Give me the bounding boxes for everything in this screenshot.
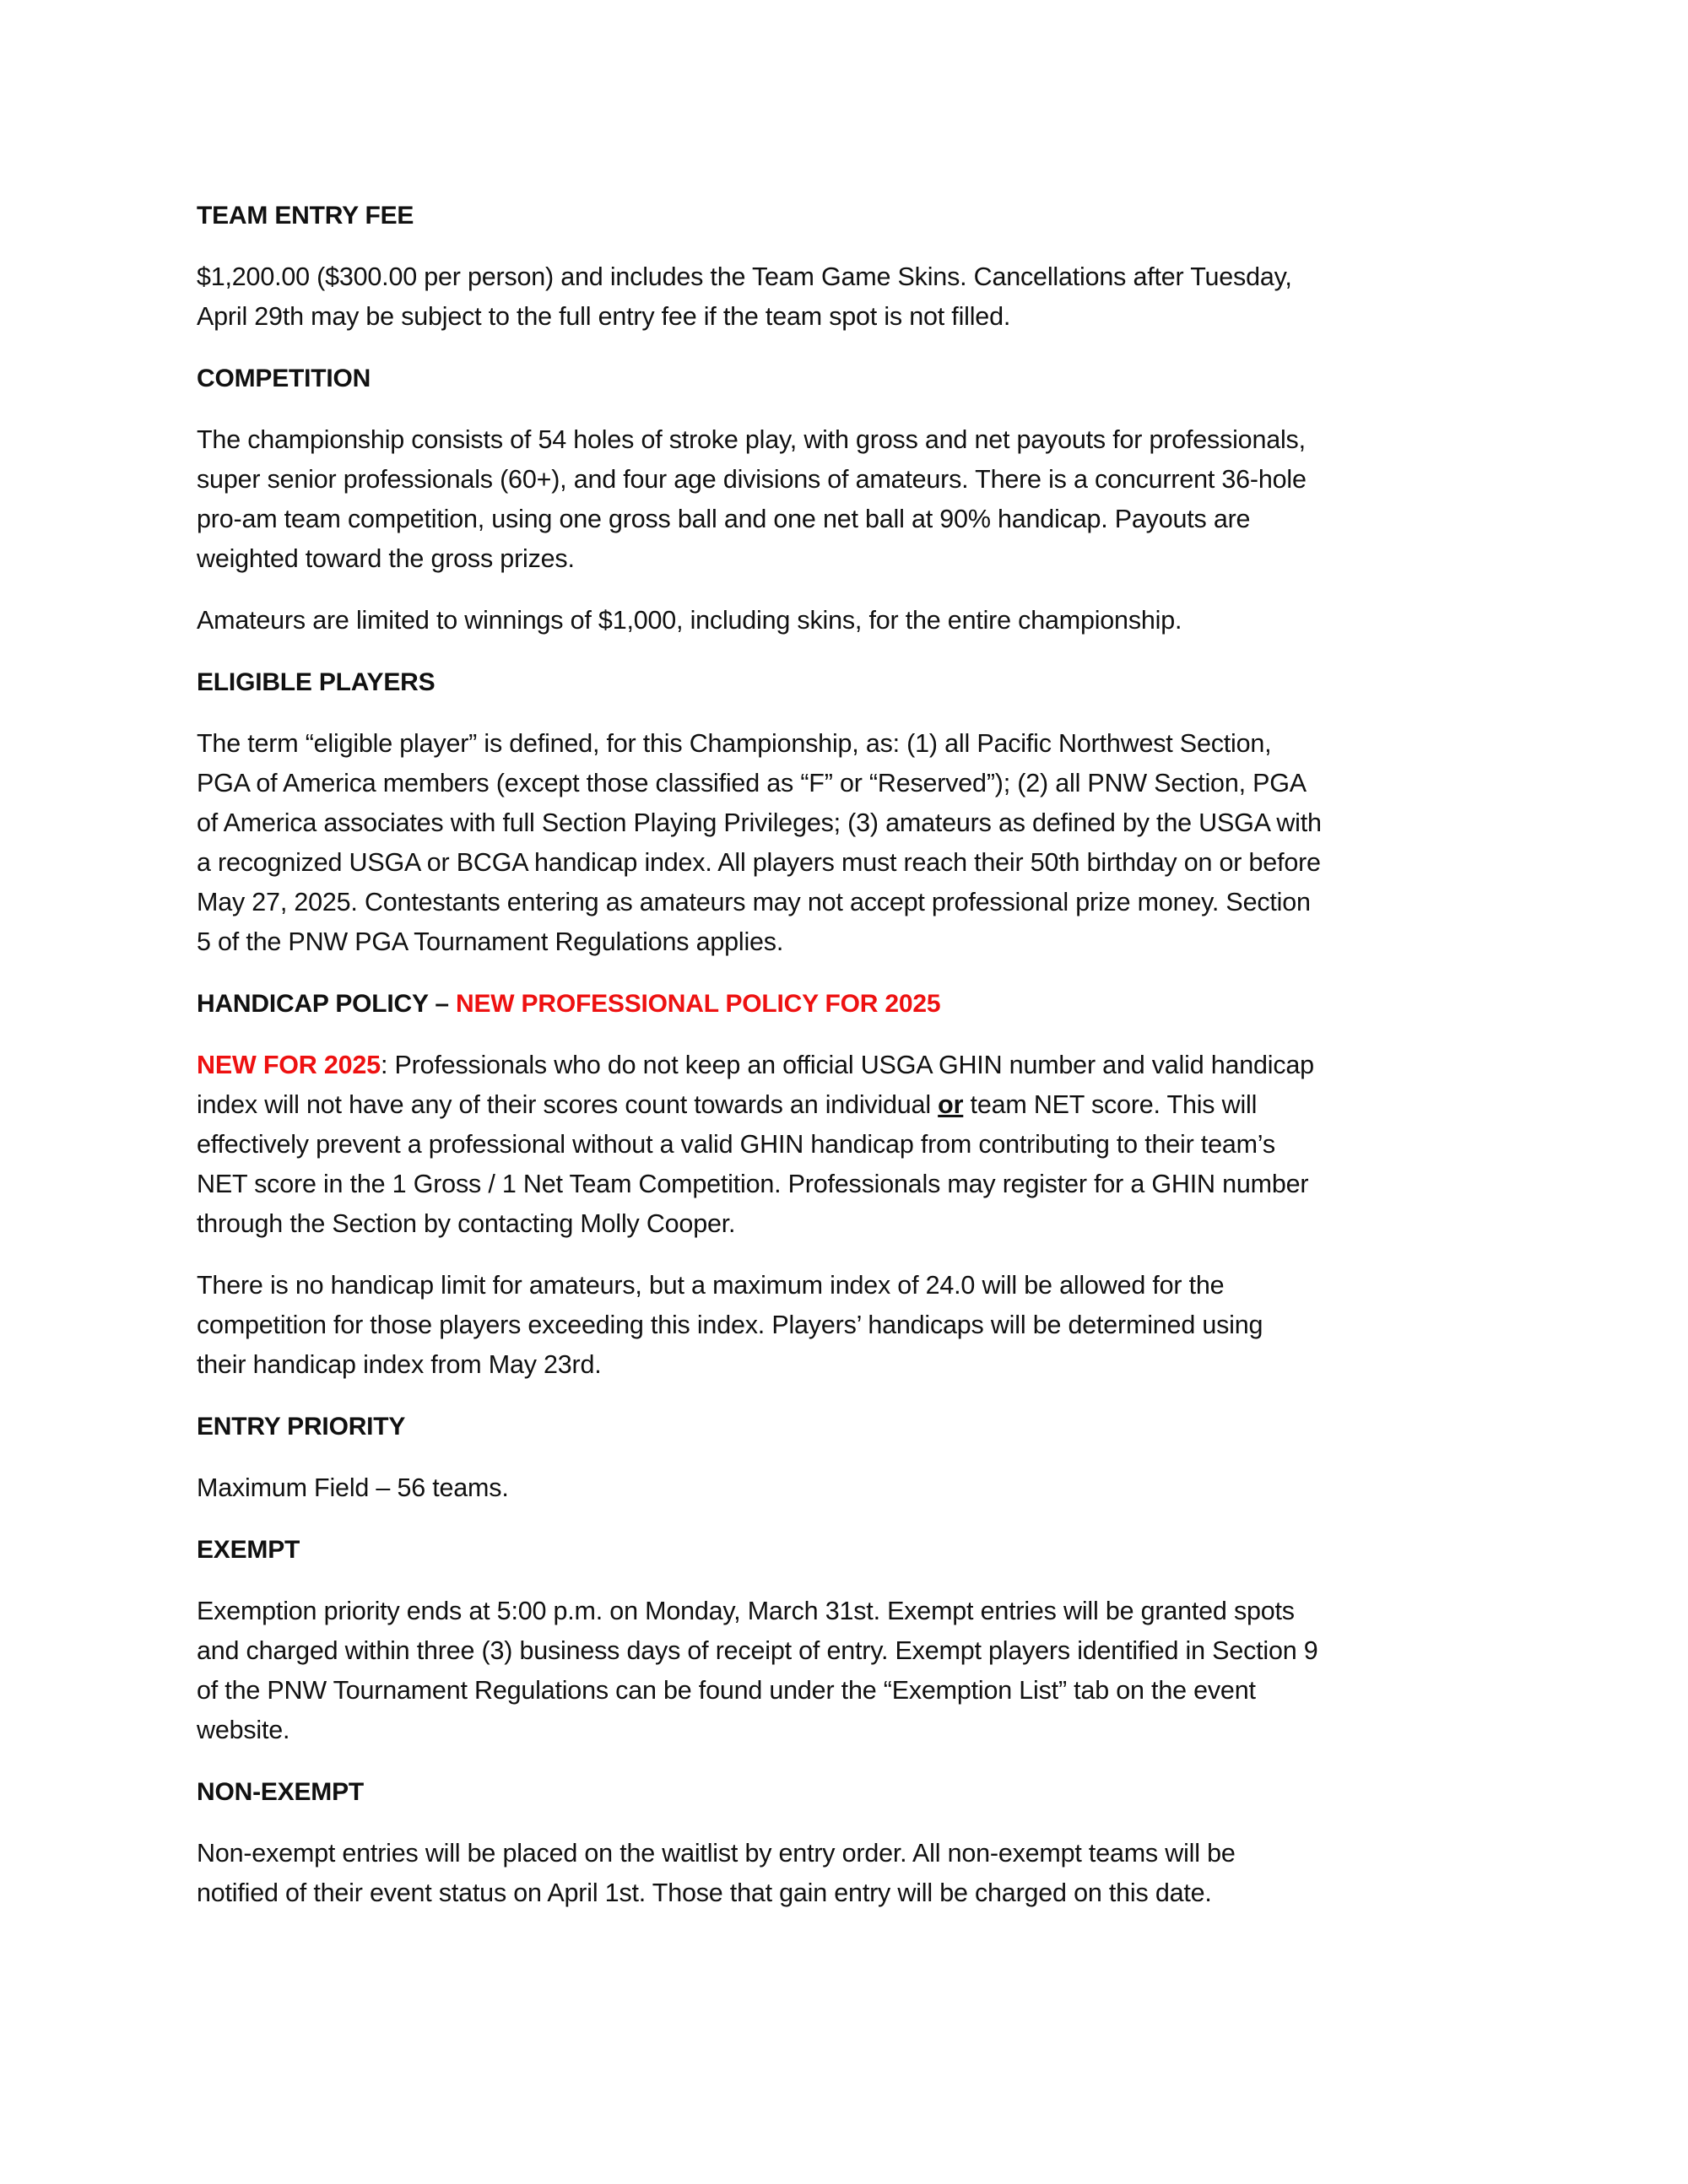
text-line: and charged within three (3) business days of receipt of entry. Exempt players identified in Section 9 [197, 1636, 1318, 1665]
text-line: Maximum Field – 56 teams. [197, 1473, 509, 1502]
text-line: April 29th may be subject to the full entry fee if the team spot is not filled. [197, 302, 1011, 331]
text-line: weighted toward the gross prizes. [197, 544, 575, 573]
text-line: Exemption priority ends at 5:00 p.m. on Monday, March 31st. Exempt entries will be granted spots [197, 1597, 1295, 1625]
paragraph-professional-policy [197, 1046, 1513, 1244]
text-line: Amateurs are limited to winnings of $1,000, including skins, for the entire championship. [197, 606, 1182, 635]
text-line: The term “eligible player” is defined, for this Championship, as: (1) all Pacific Northwest Section, [197, 729, 1272, 758]
text-line: notified of their event status on April 1st. Those that gain entry will be charged on this date. [197, 1879, 1212, 1907]
text-line [197, 1085, 1513, 1125]
text-line: pro-am team competition, using one gross ball and one net ball at 90% handicap. Payouts are [197, 505, 1251, 533]
text-line: competition for those players exceeding this index. Players’ handicaps will be determined using [197, 1311, 1263, 1339]
paragraph-competition [197, 420, 1513, 579]
heading-text: HANDICAP POLICY – [197, 990, 457, 1018]
new-for-2025-label: NEW FOR 2025 [197, 1051, 381, 1079]
paragraph-amateur-handicap [197, 1266, 1513, 1385]
paragraph-team-entry-fee [197, 257, 1513, 337]
heading-competition: COMPETITION [197, 365, 371, 392]
text-line: Non-exempt entries will be placed on the waitlist by entry order. All non-exempt teams will be [197, 1839, 1236, 1868]
text-line: website. [197, 1716, 290, 1744]
document-page [197, 196, 1513, 1935]
heading-non-exempt: NON-EXEMPT [197, 1778, 365, 1806]
heading-handicap-policy [197, 984, 1513, 1024]
text-line: May 27, 2025. Contestants entering as amateurs may not accept professional prize money. Section [197, 888, 1311, 916]
text-line: a recognized USGA or BCGA handicap index. All players must reach their 50th birthday on or before [197, 848, 1321, 877]
text-line: their handicap index from May 23rd. [197, 1350, 602, 1379]
text-line: of the PNW Tournament Regulations can be found under the “Exemption List” tab on the event [197, 1676, 1256, 1705]
emphasis-or: or [938, 1090, 964, 1119]
text-line: There is no handicap limit for amateurs, but a maximum index of 24.0 will be allowed for the [197, 1271, 1225, 1300]
text-line: $1,200.00 ($300.00 per person) and includes the Team Game Skins. Cancellations after Tuesday, [197, 262, 1292, 291]
paragraph-eligible-players [197, 724, 1513, 962]
heading-team-entry-fee: TEAM ENTRY FEE [197, 202, 414, 230]
text-line: PGA of America members (except those classified as “F” or “Reserved”); (2) all PNW Section, PGA [197, 769, 1307, 797]
text-line: effectively prevent a professional without a valid GHIN handicap from contributing to their team’s [197, 1130, 1275, 1159]
text-line: 5 of the PNW PGA Tournament Regulations applies. [197, 927, 784, 956]
paragraph-entry-priority [197, 1468, 1513, 1508]
paragraph-amateur-limit [197, 601, 1513, 641]
heading-highlight: NEW PROFESSIONAL POLICY FOR 2025 [456, 990, 941, 1018]
paragraph-exempt [197, 1592, 1513, 1750]
heading-exempt: EXEMPT [197, 1536, 300, 1564]
text-line: The championship consists of 54 holes of stroke play, with gross and net payouts for professionals, [197, 425, 1306, 454]
text-span: index will not have any of their scores count towards an individual [197, 1090, 939, 1119]
text-line: of America associates with full Section Playing Privileges; (3) amateurs as defined by the USGA with [197, 808, 1322, 837]
text-line [197, 1046, 1513, 1085]
text-line: through the Section by contacting Molly Cooper. [197, 1209, 736, 1238]
heading-entry-priority: ENTRY PRIORITY [197, 1413, 406, 1441]
text-span: team NET score. This will [963, 1090, 1258, 1119]
paragraph-non-exempt [197, 1834, 1513, 1913]
text-line: NET score in the 1 Gross / 1 Net Team Competition. Professionals may register for a GHIN number [197, 1170, 1309, 1198]
text-line: super senior professionals (60+), and four age divisions of amateurs. There is a concurrent 36-hole [197, 465, 1307, 494]
heading-eligible-players: ELIGIBLE PLAYERS [197, 668, 436, 696]
text-span: : Professionals who do not keep an official USGA GHIN number and valid handicap [380, 1051, 1314, 1079]
